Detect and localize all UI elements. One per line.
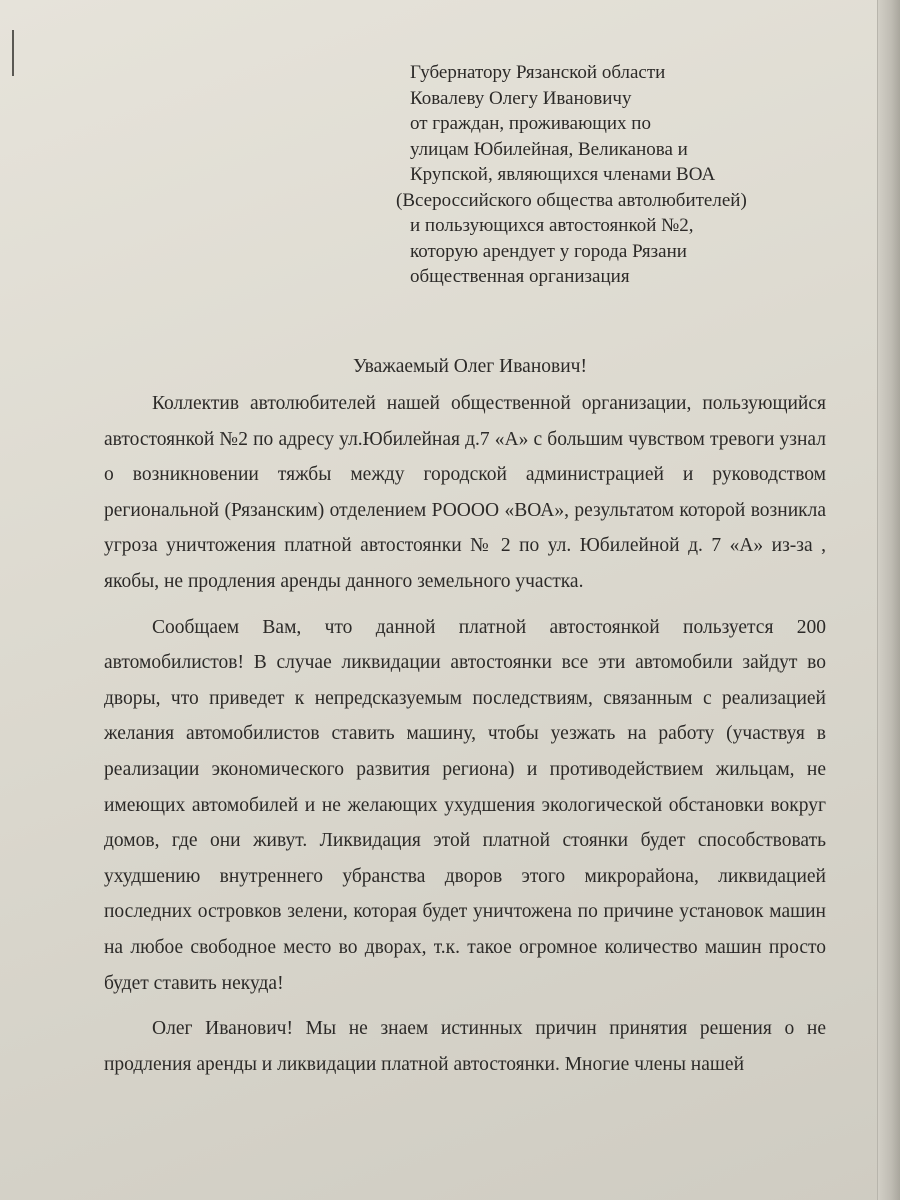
addressee-line-2: Ковалеву Олегу Ивановичу [410, 87, 632, 109]
paragraph-3: Олег Иванович! Мы не знаем истинных причин принятия решения о не продления аренды и ликвидации платной автостоянки. Многие члены нашей [104, 1018, 826, 1075]
addressee-block [396, 60, 830, 290]
addressee-line-9: общественная организация [410, 266, 630, 287]
addressee-line-5: Крупской, являющихся членами ВОА [410, 164, 716, 185]
page-edge [877, 0, 900, 1200]
letter-body [104, 386, 826, 1092]
addressee-line-4: улицам Юбилейная, Великанова и [410, 138, 688, 160]
addressee-line-3: от граждан, проживающих по [410, 113, 651, 134]
margin-mark [12, 30, 14, 76]
salutation: Уважаемый Олег Иванович! [353, 356, 587, 377]
paragraph-1: Коллектив автолюбителей нашей общественной организации, пользующийся автостоянкой №2 по адресу ул.Юбилейная д.7 «А» с большим чувством тревоги узнал о возникновении тяжбы между городской администрацией и руководством региональной (Рязанским) отделением РОООО «ВОА», результатом которой возникла угроза уничтожения платной автостоянки № 2 по ул. Юбилейной д. 7 «А» из-за , якобы, не продления аренды данного земельного участка. [104, 393, 826, 592]
paragraph-2: Сообщаем Вам, что данной платной автостоянкой пользуется 200 автомобилистов! В случае ликвидации автостоянки все эти автомобили зайдут во дворы, что приведет к непредсказуемым последствиям, связанным с реализацией желания автомобилистов ставить машину, чтобы уезжать на работу (участвуя в реализации экономического развития региона) и противодействием жильцам, не имеющих автомобилей и не желающих ухудшения экологической обстановки вокруг домов, где они живут. Ликвидация этой платной стоянки будет способствовать ухудшению внутреннего убранства дворов этого микрорайона, ликвидацией последних островков зелени, которая будет уничтожена по причине установок машин на любое свободное место во дворах, т.к. такое огромное количество машин просто будет ставить некуда! [104, 616, 826, 994]
addressee-line-1: Губернатору Рязанской области [410, 62, 666, 83]
addressee-line-6: (Всероссийского общества автолюбителей) [396, 189, 747, 211]
addressee-line-8: которую арендует у города Рязани [410, 240, 687, 262]
addressee-line-7: и пользующихся автостоянкой №2, [410, 215, 694, 236]
